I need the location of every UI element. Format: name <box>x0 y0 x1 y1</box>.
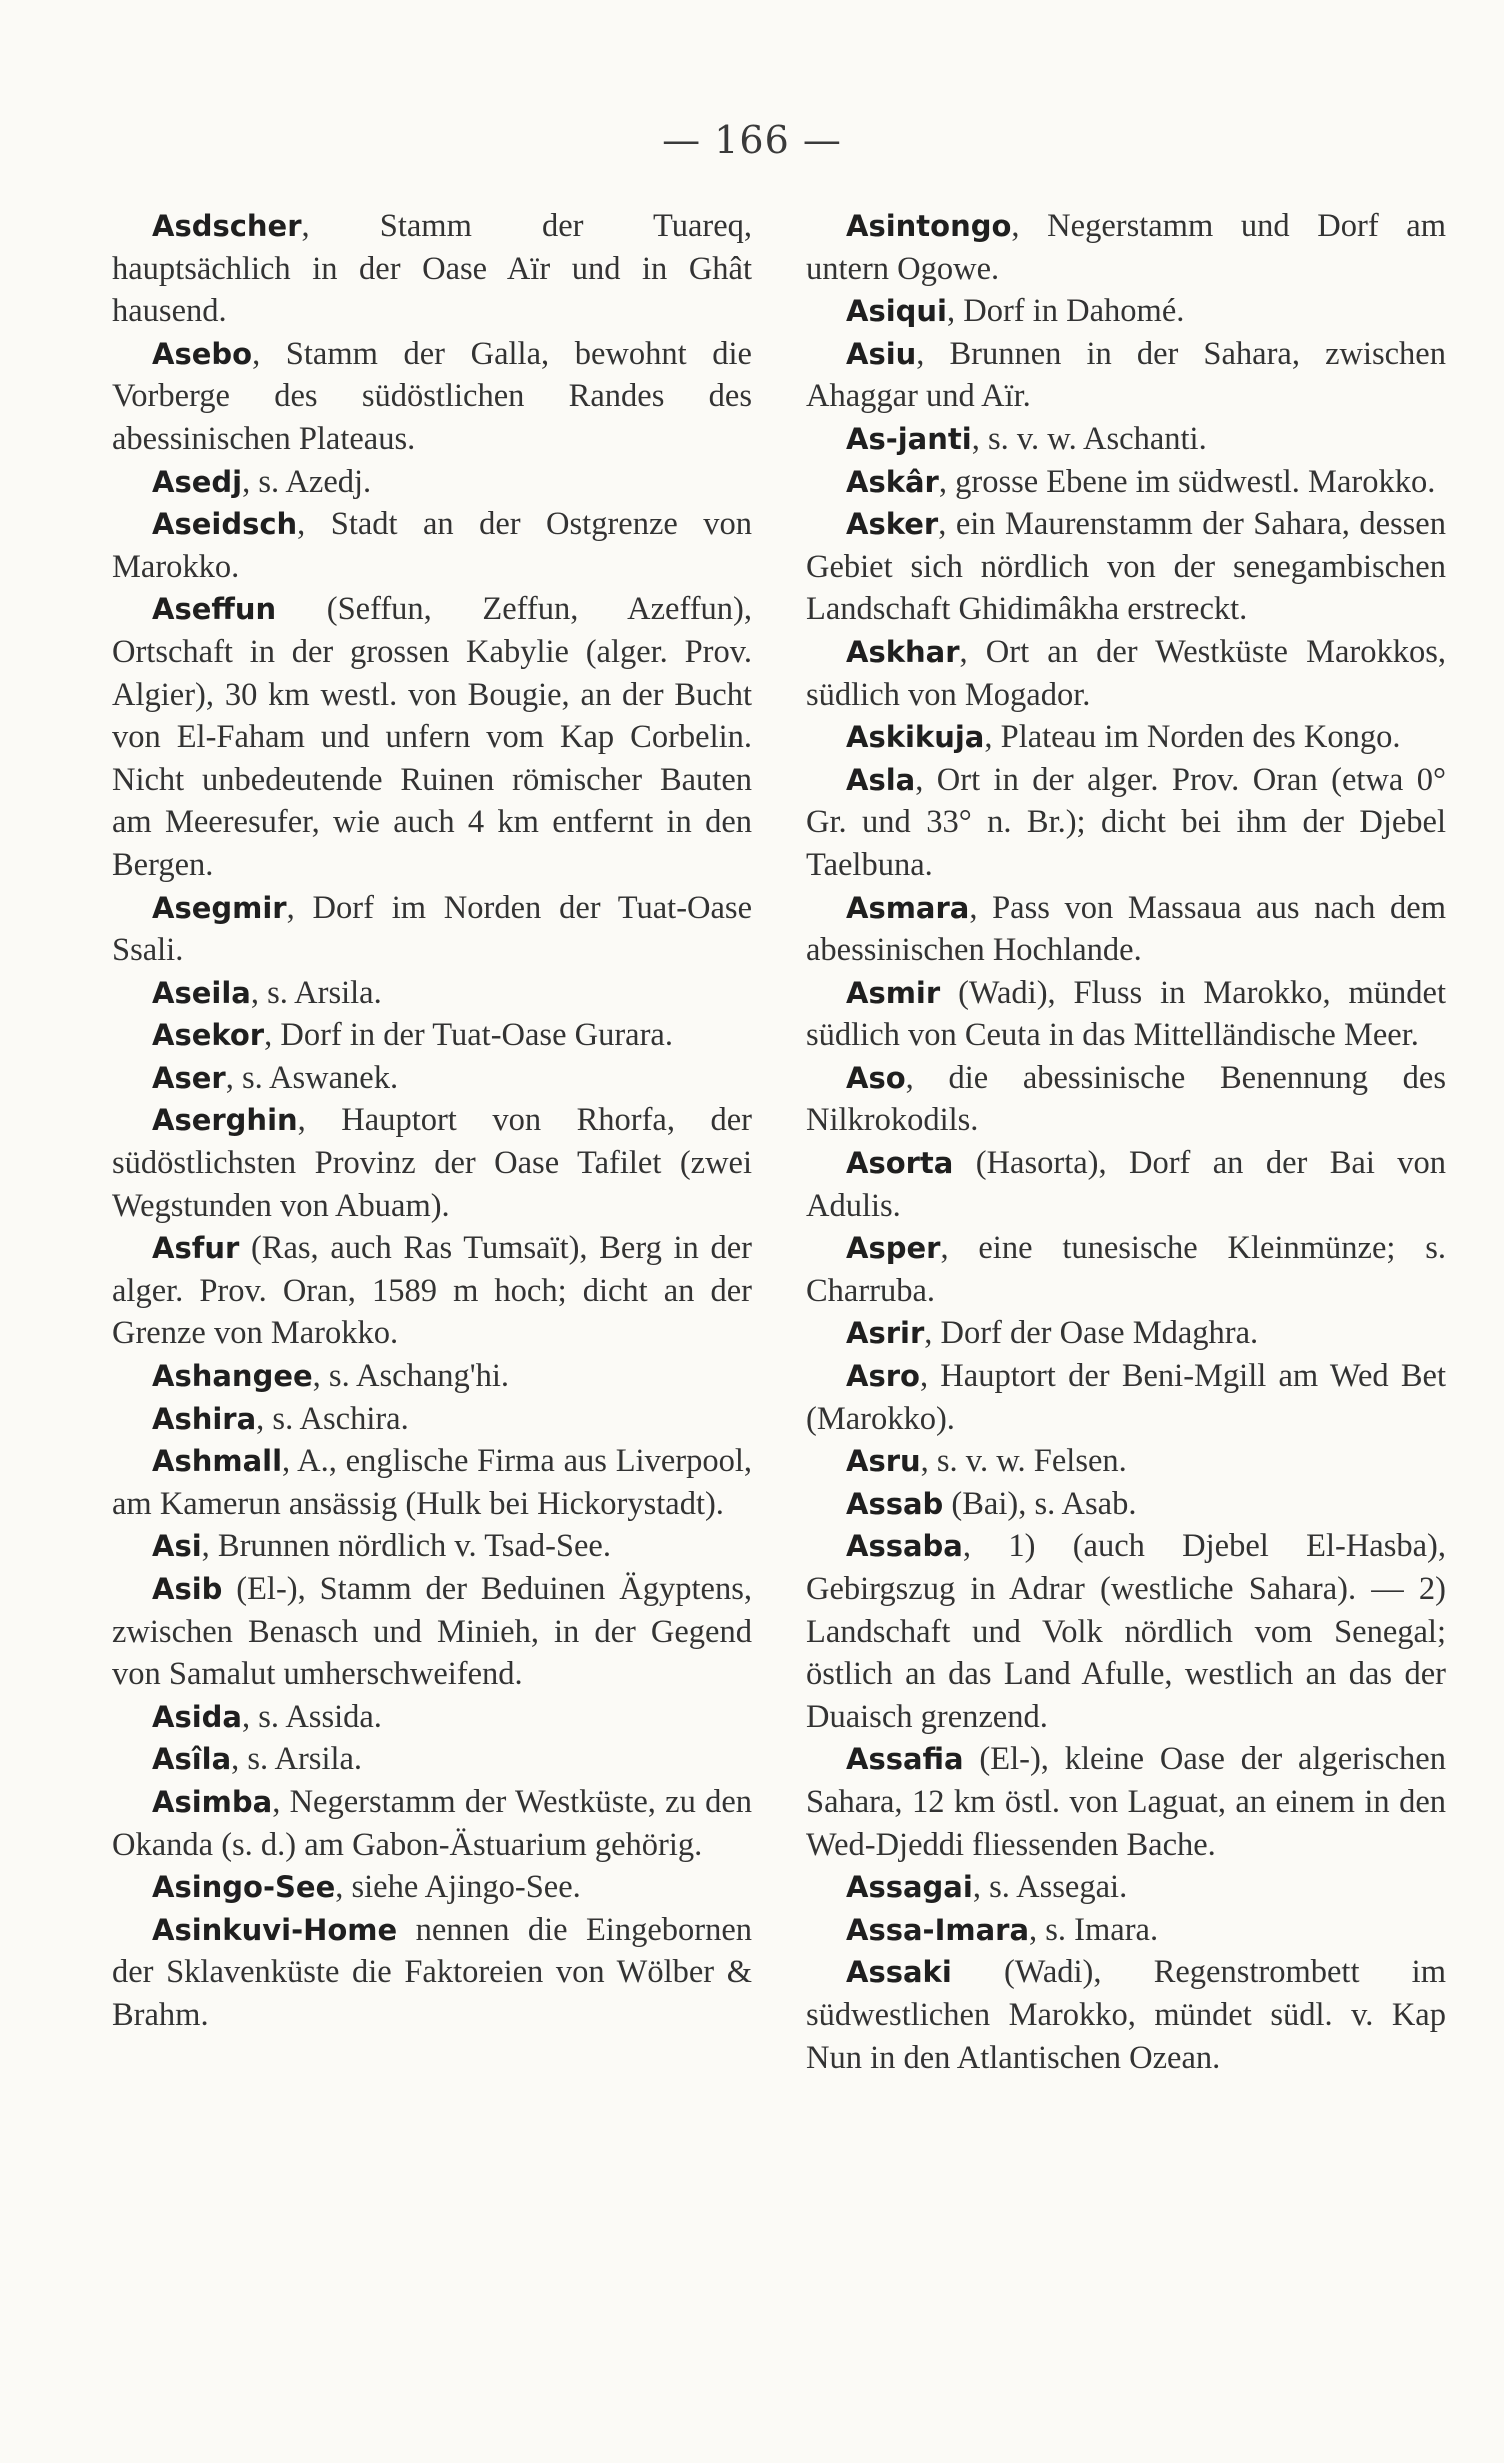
entry-headword: Ashangee <box>152 1359 313 1394</box>
dictionary-entry <box>112 1099 752 1227</box>
dictionary-entry <box>112 1696 752 1739</box>
entry-definition: , Dorf der Oase Mdaghra. <box>924 1315 1259 1352</box>
entry-headword: Asdscher <box>152 209 302 243</box>
page-number: — 166 — <box>662 118 842 162</box>
dictionary-entry <box>112 1057 752 1100</box>
dictionary-entry <box>112 1568 752 1696</box>
entry-headword: Asorta <box>846 1146 954 1181</box>
dictionary-entry <box>806 1142 1446 1227</box>
dictionary-entry <box>112 333 752 461</box>
dictionary-entry <box>806 1909 1446 1952</box>
entry-definition: , s. Aswanek. <box>225 1059 399 1096</box>
dictionary-entry <box>806 1057 1446 1142</box>
dictionary-entry <box>806 631 1446 716</box>
dictionary-entry <box>112 1738 752 1781</box>
dictionary-entry <box>806 1866 1446 1909</box>
entry-headword: Assaki <box>846 1955 952 1990</box>
dictionary-entry <box>806 333 1446 418</box>
entry-headword: Asib <box>152 1572 223 1606</box>
entry-definition: , s. Assegai. <box>972 1869 1128 1906</box>
entry-definition: , eine tunesische Kleinmünze; s. Charruba. <box>806 1230 1446 1309</box>
entry-definition: , Hauptort von Rhorfa, der südöstlichsten Provinz der Oase Tafilet (zwei Wegstunden von Abuam). <box>112 1102 752 1224</box>
dictionary-entry <box>806 1227 1446 1312</box>
dictionary-entry <box>806 461 1446 504</box>
entry-definition: (Wadi), Fluss in Marokko, mündet südlich von Ceuta in das Mittelländische Meer. <box>806 974 1446 1054</box>
entry-definition: nennen die Eingebornen der Sklavenküste die Faktoreien von Wölber & Brahm. <box>112 1911 752 2033</box>
entry-definition: , s. Aschang'hi. <box>312 1358 510 1395</box>
entry-headword: Asiu <box>846 336 917 371</box>
dictionary-entry <box>806 205 1446 290</box>
entry-definition: , s. Arsila. <box>250 974 382 1011</box>
entry-headword: Asedj <box>152 464 243 499</box>
entry-headword: Ashira <box>152 1401 257 1436</box>
entry-definition: , grosse Ebene im südwestl. Marokko. <box>938 463 1436 500</box>
dictionary-entry <box>112 1227 752 1355</box>
entry-definition: , s. v. w. Felsen. <box>920 1443 1127 1480</box>
entry-definition: , Ort an der Westküste Marokkos, südlich von Mogador. <box>806 633 1446 713</box>
entry-headword: As-janti <box>846 421 972 456</box>
entry-headword: Assagai <box>846 1870 973 1905</box>
entry-headword: Asro <box>846 1359 920 1394</box>
entry-definition: (Bai), s. Asab. <box>943 1485 1137 1522</box>
entry-headword: Aseffun <box>152 592 277 627</box>
entry-headword: Asi <box>152 1529 202 1564</box>
entry-definition: (El-), kleine Oase der algerischen Sahara, 12 km östl. von Laguat, an einem in den Wed-Djeddi fliessenden Bache. <box>806 1741 1446 1863</box>
entry-definition: , 1) (auch Djebel El-Hasba), Gebirgszug in Adrar (westliche Sahara). — 2) Landschaft und Volk nördlich vom Senegal; östlich an das Land Afulle, westlich an das der Duaisch grenzend. <box>806 1528 1446 1735</box>
dictionary-entry <box>806 1738 1446 1866</box>
entry-headword: Asegmir <box>152 890 287 925</box>
entry-definition: , s. Imara. <box>1029 1911 1159 1948</box>
dictionary-entry <box>112 205 752 333</box>
entry-headword: Asla <box>846 762 916 797</box>
entry-definition: , A., englische Firma aus Liverpool, am Kamerun ansässig (Hulk bei Hickorystadt). <box>112 1443 752 1522</box>
entry-headword: Aserghin <box>152 1103 298 1138</box>
entry-definition: , Stamm der Galla, bewohnt die Vorberge des südöstlichen Randes des abessinischen Plateaus. <box>112 335 752 457</box>
entry-definition: (El-), Stamm der Beduinen Ägyptens, zwischen Benasch und Minieh, in der Gegend von Samalut umherschweifend. <box>112 1571 752 1693</box>
entry-headword: Assa-Imara <box>846 1912 1030 1947</box>
dictionary-entry <box>806 1483 1446 1526</box>
dictionary-entry <box>806 716 1446 759</box>
dictionary-entry <box>806 418 1446 461</box>
dictionary-entry <box>806 887 1446 972</box>
dictionary-entry <box>806 972 1446 1057</box>
dictionary-entry <box>112 1866 752 1909</box>
entry-headword: Asida <box>152 1699 242 1734</box>
entry-headword: Asper <box>846 1231 941 1266</box>
dictionary-entry <box>112 588 752 886</box>
dictionary-entry <box>112 1781 752 1866</box>
entry-definition: , Ort in der alger. Prov. Oran (etwa 0° Gr. und 33° n. Br.); dicht bei ihm der Djebel Taelbuna. <box>806 761 1446 883</box>
entry-definition: , Dorf in der Tuat-Oase Gurara. <box>264 1017 673 1054</box>
entry-definition: , Pass von Massaua aus nach dem abessinischen Hochlande. <box>806 889 1446 969</box>
entry-definition: , Stamm der Tuareq, hauptsächlich in der Oase Aïr und in Ghât hausend. <box>112 208 752 330</box>
entry-headword: Asru <box>846 1444 921 1479</box>
dictionary-entry <box>112 1014 752 1057</box>
dictionary-entry <box>806 1355 1446 1440</box>
entry-headword: Asmir <box>846 975 941 1010</box>
entry-headword: Aso <box>846 1060 906 1095</box>
entry-definition: (Hasorta), Dorf an der Bai von Adulis. <box>806 1145 1446 1224</box>
entry-definition: (Ras, auch Ras Tumsaït), Berg in der alger. Prov. Oran, 1589 m hoch; dicht an der Grenze von Marokko. <box>112 1230 752 1352</box>
dictionary-entry <box>112 461 752 504</box>
entry-headword: Assafia <box>846 1742 964 1777</box>
entry-definition: , Negerstamm und Dorf am untern Ogowe. <box>806 208 1446 287</box>
entry-definition: (Seffun, Zeffun, Azeffun), Ortschaft in der grossen Kabylie (alger. Prov. Algier), 30 km westl. von Bougie, an der Bucht von El-Faham und unfern vom Kap Corbelin. Nicht unbedeutende Ruinen römischer Bauten am Meeresufer, wie auch 4 km entfernt in den Bergen. <box>112 591 752 883</box>
dictionary-entry <box>112 1355 752 1398</box>
entry-headword: Assab <box>846 1486 944 1521</box>
entry-definition: , s. Assida. <box>241 1698 382 1735</box>
entry-headword: Assaba <box>846 1529 963 1564</box>
dictionary-entry <box>112 1909 752 2037</box>
left-column <box>112 205 752 2037</box>
entry-headword: Asiqui <box>846 294 947 329</box>
entry-definition: , Hauptort der Beni-Mgill am Wed Bet (Marokko). <box>806 1358 1446 1437</box>
entry-definition: , siehe Ajingo-See. <box>335 1869 581 1906</box>
entry-definition: , Dorf in Dahomé. <box>947 293 1185 330</box>
entry-definition: , s. Aschira. <box>256 1400 409 1437</box>
entry-headword: Askikuja <box>846 720 985 755</box>
entry-headword: Askâr <box>846 464 939 499</box>
entry-definition: , s. Arsila. <box>231 1741 363 1778</box>
dictionary-entry <box>806 1440 1446 1483</box>
entry-headword: Asmara <box>846 890 970 925</box>
dictionary-entry <box>112 1398 752 1441</box>
entry-definition: , s. Azedj. <box>242 463 372 500</box>
entry-definition: , Dorf im Norden der Tuat-Oase Ssali. <box>112 889 752 969</box>
entry-definition: , Negerstamm der Westküste, zu den Okanda (s. d.) am Gabon-Ästuarium gehörig. <box>112 1783 752 1863</box>
entry-headword: Asimba <box>152 1784 273 1819</box>
dictionary-entry <box>112 1440 752 1525</box>
entry-headword: Asintongo <box>846 209 1012 243</box>
entry-headword: Asfur <box>152 1231 240 1266</box>
entry-definition: (Wadi), Regenstrombett im südwestlichen Marokko, mündet südl. v. Kap Nun in den Atlantischen Ozean. <box>806 1954 1446 2076</box>
entry-definition: , Brunnen in der Sahara, zwischen Ahaggar und Aïr. <box>806 335 1446 415</box>
entry-headword: Asker <box>846 507 939 542</box>
entry-definition: , Brunnen nördlich v. Tsad-See. <box>201 1528 611 1565</box>
dictionary-entry <box>806 503 1446 631</box>
entry-headword: Asingo-See <box>152 1870 336 1905</box>
dictionary-entry <box>806 759 1446 887</box>
entry-headword: Asinkuvi-Home <box>152 1912 398 1947</box>
dictionary-entry <box>806 1525 1446 1738</box>
dictionary-entry <box>806 1312 1446 1355</box>
right-column <box>806 205 1446 2079</box>
dictionary-entry <box>806 1951 1446 2079</box>
entry-headword: Asrir <box>846 1316 925 1351</box>
dictionary-entry <box>112 972 752 1015</box>
entry-definition: , s. v. w. Aschanti. <box>971 420 1207 457</box>
entry-definition: , die abessinische Benennung des Nilkrokodils. <box>806 1059 1446 1139</box>
dictionary-entry <box>112 1525 752 1568</box>
entry-headword: Ashmall <box>152 1444 283 1479</box>
entry-definition: , Stadt an der Ostgrenze von Marokko. <box>112 506 752 585</box>
dictionary-entry <box>112 887 752 972</box>
entry-headword: Aseila <box>152 975 251 1010</box>
dictionary-entry <box>112 503 752 588</box>
entry-headword: Asebo <box>152 336 253 371</box>
entry-headword: Aseidsch <box>152 507 298 542</box>
entry-definition: , Plateau im Norden des Kongo. <box>984 719 1401 756</box>
dictionary-entry <box>806 290 1446 333</box>
entry-headword: Askhar <box>846 634 960 669</box>
entry-headword: Asekor <box>152 1018 265 1053</box>
entry-definition: , ein Maurenstamm der Sahara, dessen Gebiet sich nördlich von der senegambischen Landschaft Ghidimâkha erstreckt. <box>806 506 1446 628</box>
entry-headword: Asîla <box>152 1742 232 1777</box>
entry-headword: Aser <box>152 1060 226 1095</box>
